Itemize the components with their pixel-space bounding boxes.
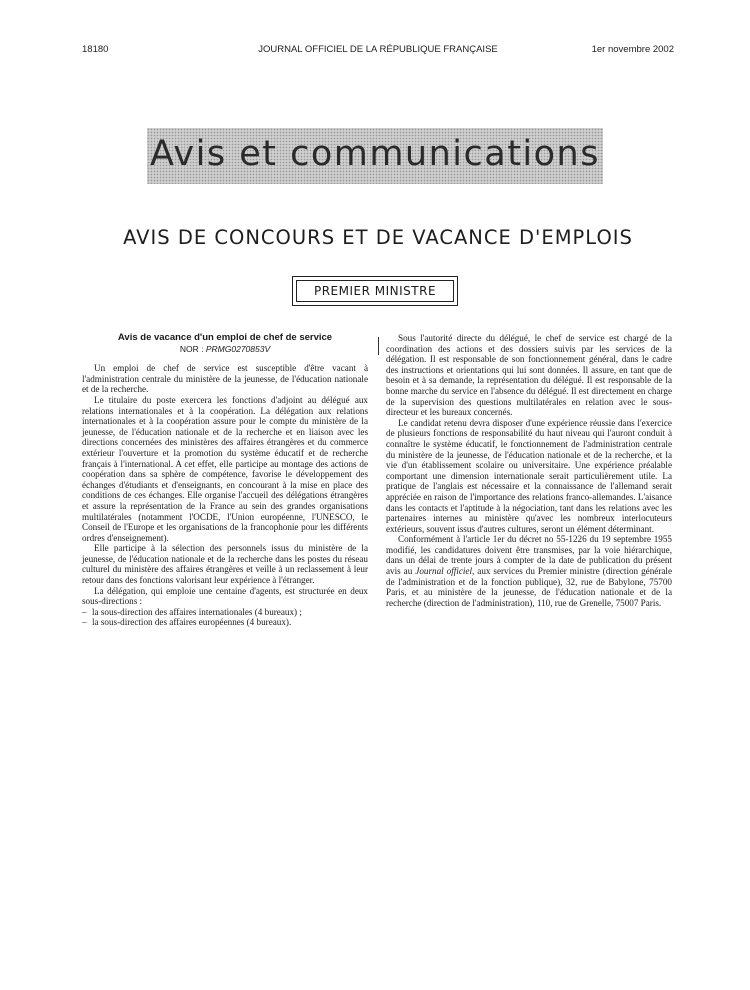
list-item-text: la sous-direction des affaires européennes (4 bureaux). <box>92 617 292 628</box>
paragraph: La délégation, qui emploie une centaine d'agents, est structurée en deux sous-directions : <box>82 585 368 607</box>
section-banner <box>147 128 603 184</box>
paragraph: Un emploi de chef de service est susceptible d'être vacant à l'administration centrale du ministère de la jeunesse, de l'éducation nationale et de la recherche. <box>82 363 368 395</box>
right-column <box>386 333 672 608</box>
page-header <box>82 44 674 58</box>
nor-label: NOR : <box>179 343 206 354</box>
paragraph: Elle participe à la sélection des personnels issus du ministère de la jeunesse, de l'éducation nationale et de la recherche dans les postes du réseau culturel du ministère des affaires étrangères et veille à un reclassement à leur retour dans des fonctions valorisant leur expérience à l'étranger. <box>82 543 368 586</box>
paragraph: Le candidat retenu devra disposer d'une expérience réussie dans l'exercice de plusieurs fonctions de responsabilité du haut niveau qui l'auront conduit à connaître le système éducatif, le fonctionnement de l'administration centrale du ministère de la jeunesse, de l'éducation nationale et de la recherche, et la vie d'un établissement scolaire ou universitaire. Une expérience préalable comportant une dimension internationale serait particulièrement utile. La pratique de l'anglais est nécessaire et la connaissance de l'allemand serait appréciée en raison de l'importance des relations franco-allemandes. L'aisance dans les contacts et l'aptitude à la négociation, tant dans les relations avec les partenaires internes au ministère qu'avec les nombreux interlocuteurs extérieurs, souvent issus d'autres cultures, seront un élément déterminant. <box>386 417 672 534</box>
issue-date: 1er novembre 2002 <box>591 44 674 55</box>
journal-title: JOURNAL OFFICIEL DE LA RÉPUBLIQUE FRANÇAISE <box>258 44 498 55</box>
ministry-box <box>292 276 458 306</box>
final-text-start: Conformément à l'article 1er du décret no 55-1226 du 19 septembre 1955 modifié, les candidatures doivent être transmises, par la voie hiérarchique, dans un délai de trente jours à compter de la date de publication du présent avis au <box>386 534 672 577</box>
final-text-end: , aux services du Premier ministre (direction générale de l'administration et de la fonction publique), 32, rue de Babylone, 75700 Paris, et au ministère de la jeunesse, de l'éducation nationale et de la recherche (direction de l'administration), 110, rue de Grenelle, 75007 Paris. <box>386 566 673 608</box>
banner-title: Avis et communications <box>150 134 600 174</box>
list-item-text: la sous-direction des affaires internationales (4 bureaux) ; <box>92 606 302 617</box>
paragraph: Sous l'autorité directe du délégué, le chef de service est chargé de la coordination des actions et des dossiers suivis par les services de la délégation. Il est responsable de son fonctionnement général, dans le cadre des instructions et orientations qui lui sont données. Il assure, en tant que de besoin et à sa demande, la représentation du délégué. Il est responsable de la bonne marche du service en l'absence du délégué. Il est directement en charge de la supervision des questions multilatérales en relation avec le sous-directeur et les bureaux concernés. <box>386 333 672 418</box>
final-paragraph <box>386 534 672 608</box>
page-number: 18180 <box>82 44 109 55</box>
left-column <box>82 333 368 628</box>
list-item: – la sous-direction des affaires européennes (4 bureaux). <box>82 617 292 628</box>
ministry-label: PREMIER MINISTRE <box>296 280 454 302</box>
column-marker <box>378 337 379 355</box>
nor-reference <box>82 344 368 355</box>
paragraph: Le titulaire du poste exercera les fonctions d'adjoint au délégué aux relations internationales et à la coopération. La délégation aux relations internationales et à la coopération assure pour le compte du ministère de la jeunesse, de l'éducation nationale et de la recherche et en liaison avec les directions concernées des ministères des affaires étrangères et du commerce extérieur l'ouverture et la promotion du système éducatif et de recherche français à l'international. A cet effet, elle participe au montage des actions de coopération dans sa sphère de compétence, favorise le développement des échanges d'étudiants et d'enseignants, en concourant à la mise en place des conditions de ces échanges. Elle organise l'accueil des délégations étrangères et assure la représentation de la France au sein des grandes organisations multilatérales (notamment l'OCDE, l'Union européenne, l'UNESCO, le Conseil de l'Europe et les organisations de la francophonie pour les différents ordres d'enseignement). <box>82 394 368 543</box>
notice-title: Avis de vacance d'un emploi de chef de service <box>117 332 333 343</box>
section-title: AVIS DE CONCOURS ET DE VACANCE D'EMPLOIS <box>123 226 633 249</box>
list-item: – la sous-direction des affaires internationales (4 bureaux) ; <box>82 606 302 617</box>
nor-code: PRMG0270853V <box>205 343 271 354</box>
journal-reference: Journal officiel <box>415 566 472 577</box>
